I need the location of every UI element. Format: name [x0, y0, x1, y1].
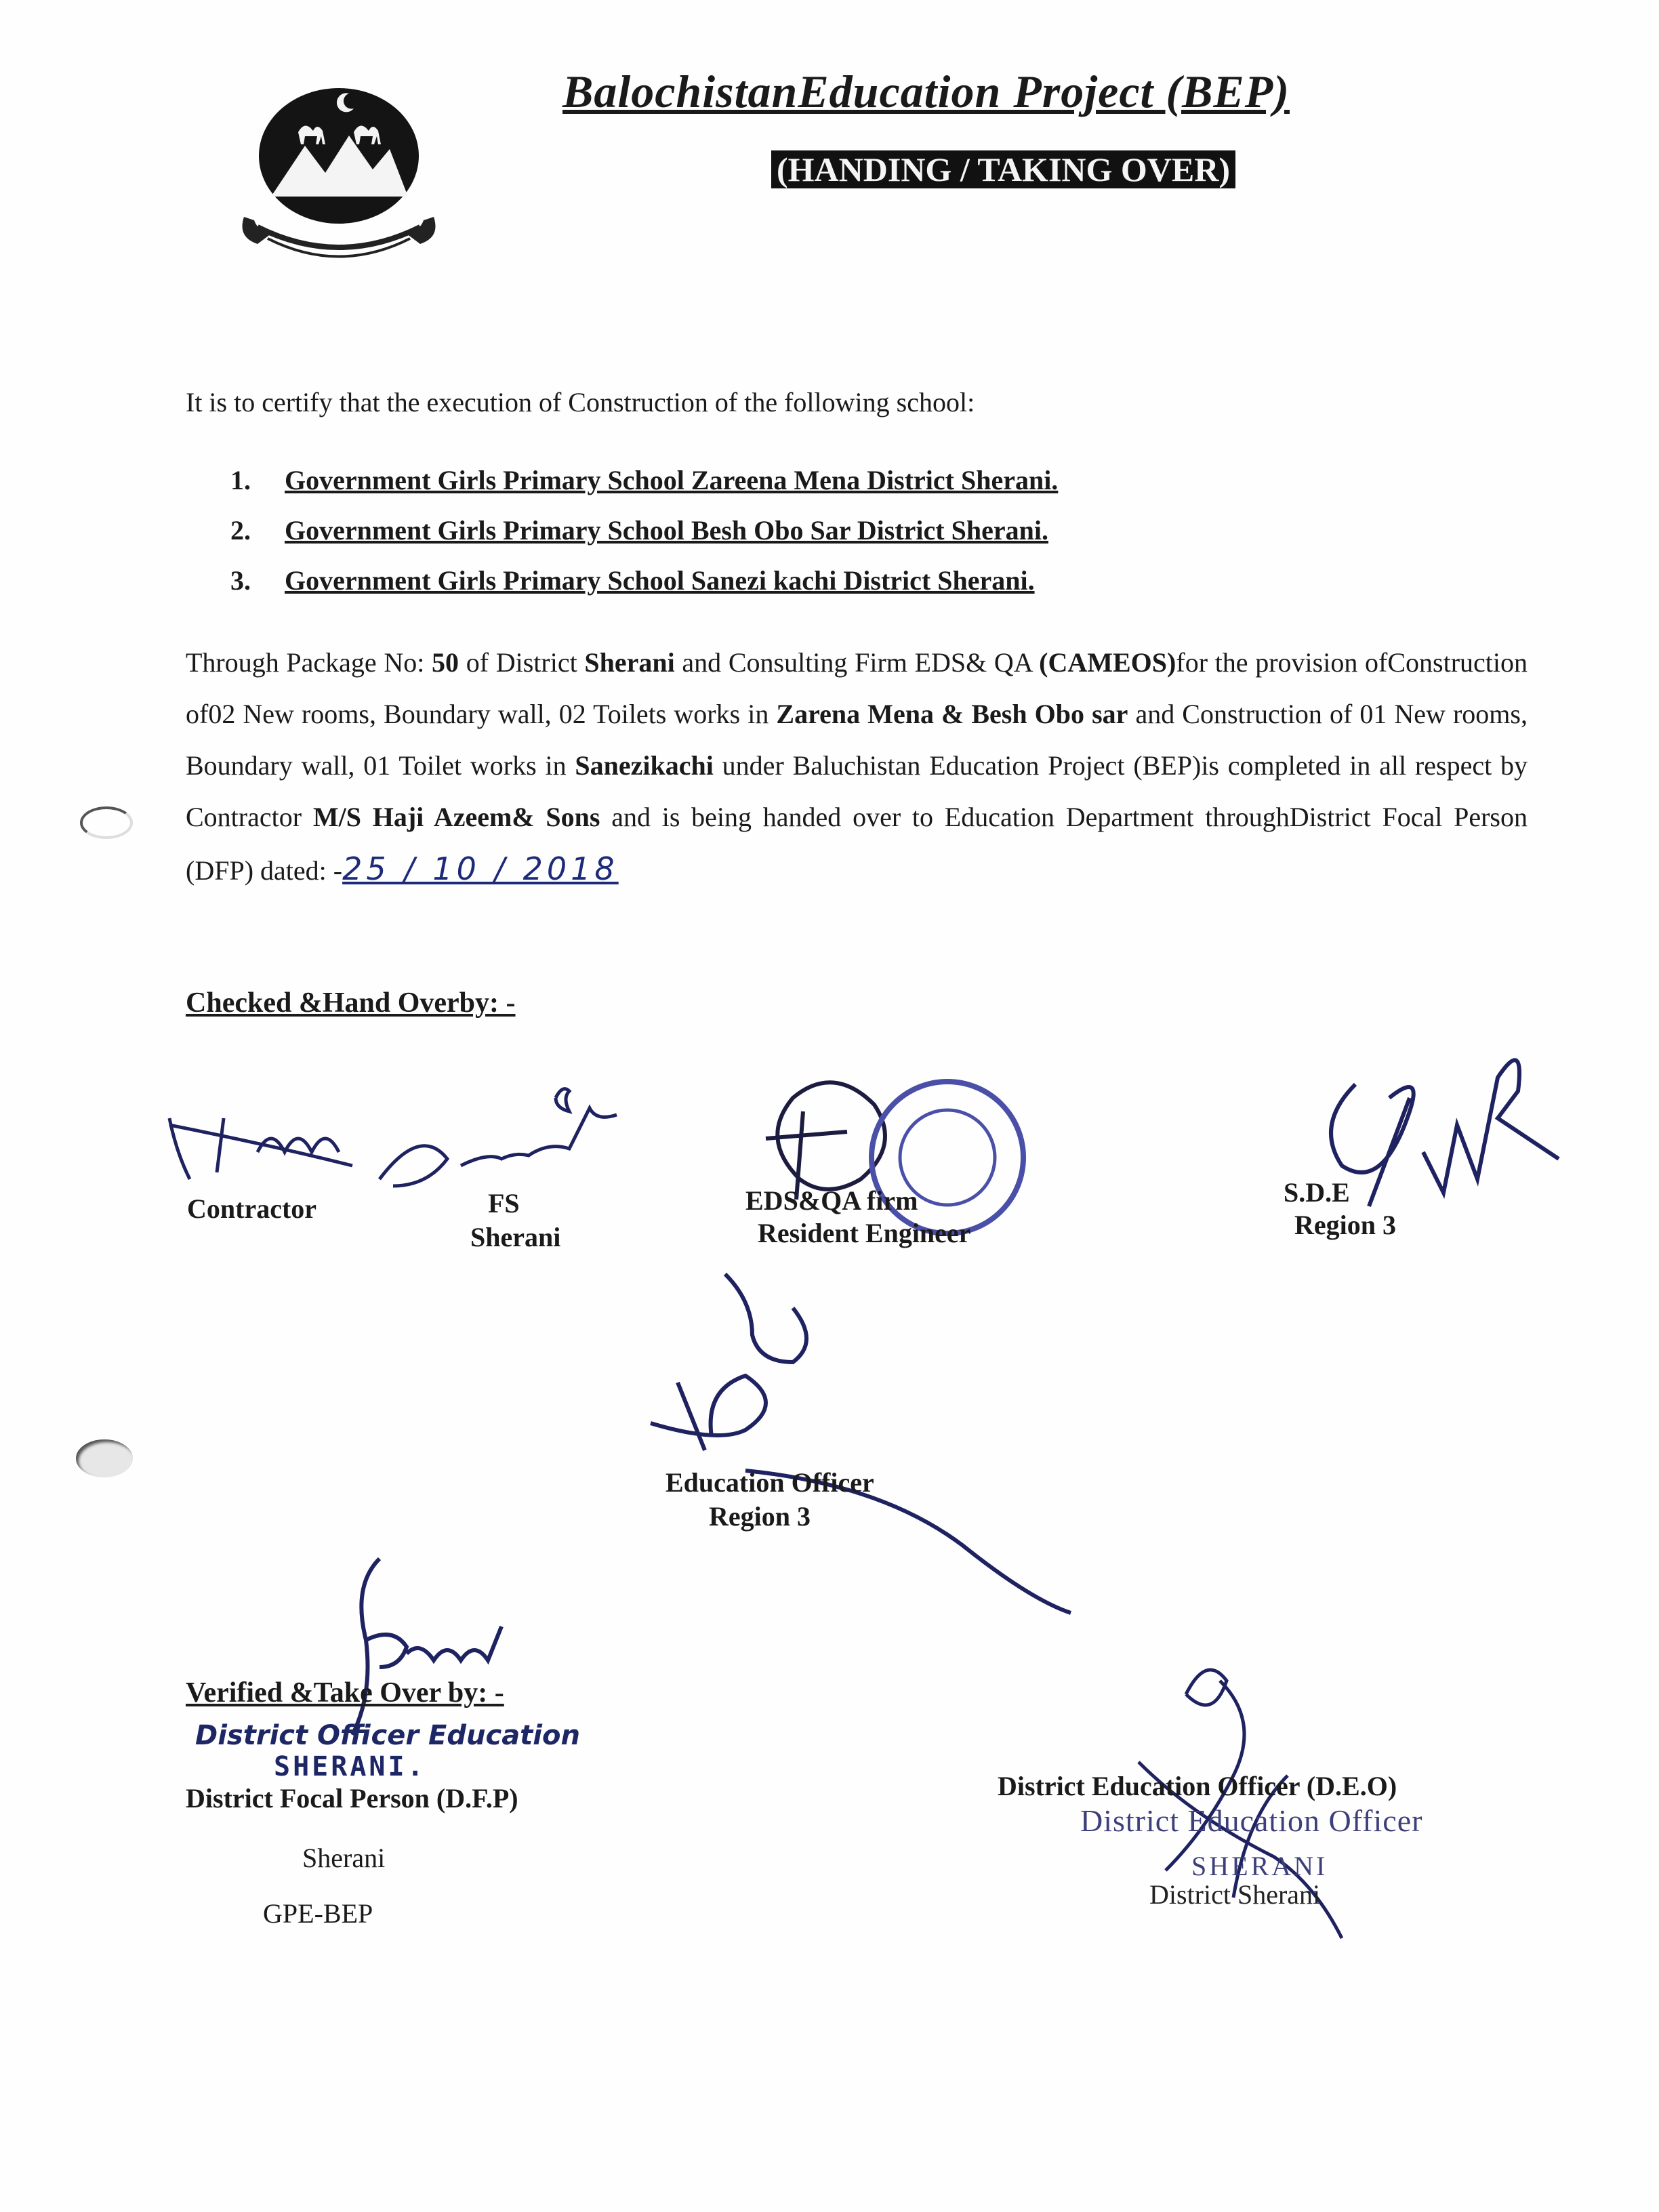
paragraph-text: and Consulting Firm EDS& QA — [674, 647, 1040, 678]
handwritten-date: 25 / 10 / 2018 — [342, 851, 619, 887]
dfp-label: District Focal Person (D.F.P) — [186, 1783, 518, 1814]
dfp-stamp-line-2: SHERANI. — [274, 1751, 426, 1782]
list-number: 3. — [230, 565, 251, 596]
sdo-signature — [1331, 1060, 1559, 1206]
dfp-program: GPE-BEP — [263, 1898, 373, 1929]
deo-stamp-line-1: District Education Officer — [1080, 1803, 1423, 1838]
deo-label: District Education Officer (D.E.O) — [998, 1771, 1397, 1801]
district-name: Sherani — [584, 647, 675, 678]
list-number: 2. — [230, 515, 251, 546]
dfp-stamp-line-1: District Officer Education — [195, 1720, 580, 1751]
school-name: Government Girls Primary School Sanezi kachi District Sherani. — [285, 565, 1035, 596]
package-number: 50 — [432, 647, 459, 678]
contractor-signature — [169, 1089, 617, 1186]
fs-sherani-label: Sherani — [470, 1222, 561, 1252]
paragraph-text: of District — [459, 647, 585, 678]
paragraph-text: and is being handed over to Education Department throughDistrict Focal Person (DFP) dated: - — [186, 802, 1528, 886]
list-number: 1. — [230, 465, 251, 495]
punch-hole — [80, 806, 133, 839]
education-officer-region-label: Region 3 — [709, 1501, 811, 1532]
school-name: Government Girls Primary School Besh Obo Sar District Sherani. — [285, 515, 1048, 546]
site-names: Zarena Mena & Besh Obo sar — [776, 699, 1128, 729]
deo-stamp-line-3: District Sherani — [1149, 1879, 1321, 1910]
edsqa-signature — [766, 1082, 885, 1200]
document-title: BalochistanEducation Project (BEP) — [562, 66, 1290, 117]
deo-stamp-line-2: SHERANI — [1191, 1851, 1328, 1881]
fs-label: FS — [488, 1188, 520, 1218]
site-name: Sanezikachi — [575, 750, 714, 781]
eo-signature — [651, 1274, 1071, 1613]
contractor-label: Contractor — [187, 1193, 317, 1224]
school-name: Government Girls Primary School Zareena Mena District Sherani. — [285, 465, 1059, 495]
education-officer-label: Education Officer — [665, 1467, 874, 1498]
punch-hole — [76, 1439, 133, 1477]
sde-region-label: Region 3 — [1294, 1210, 1396, 1240]
consulting-firm-name: (CAMEOS) — [1039, 647, 1176, 678]
paragraph-text: under Baluchistan Education Project (BEP)is completed in all respect by Contractor — [186, 750, 1528, 832]
verified-takeover-heading: Verified &Take Over by: - — [186, 1677, 504, 1708]
sde-label: S.D.E — [1284, 1177, 1350, 1208]
checked-handover-heading: Checked &Hand Overby: - — [186, 987, 516, 1019]
certification-intro: It is to certify that the execution of Construction of the following school: — [186, 387, 975, 417]
paragraph-text: and Construction of 01 New rooms, Boundary wall, 01 Toilet works in — [186, 699, 1528, 781]
edsqa-firm-label: EDS&QA firm — [745, 1185, 918, 1216]
dfp-place: Sherani — [302, 1843, 386, 1873]
paragraph-text: Through Package No: — [186, 647, 432, 678]
contractor-name: M/S Haji Azeem& Sons — [312, 802, 600, 832]
resident-engineer-label: Resident Engineer — [758, 1218, 971, 1248]
document-subtitle: (HANDING / TAKING OVER) — [771, 150, 1235, 188]
paragraph-text: for the provision ofConstruction of02 New rooms, Boundary wall, 02 Toilets works in — [186, 647, 1528, 729]
